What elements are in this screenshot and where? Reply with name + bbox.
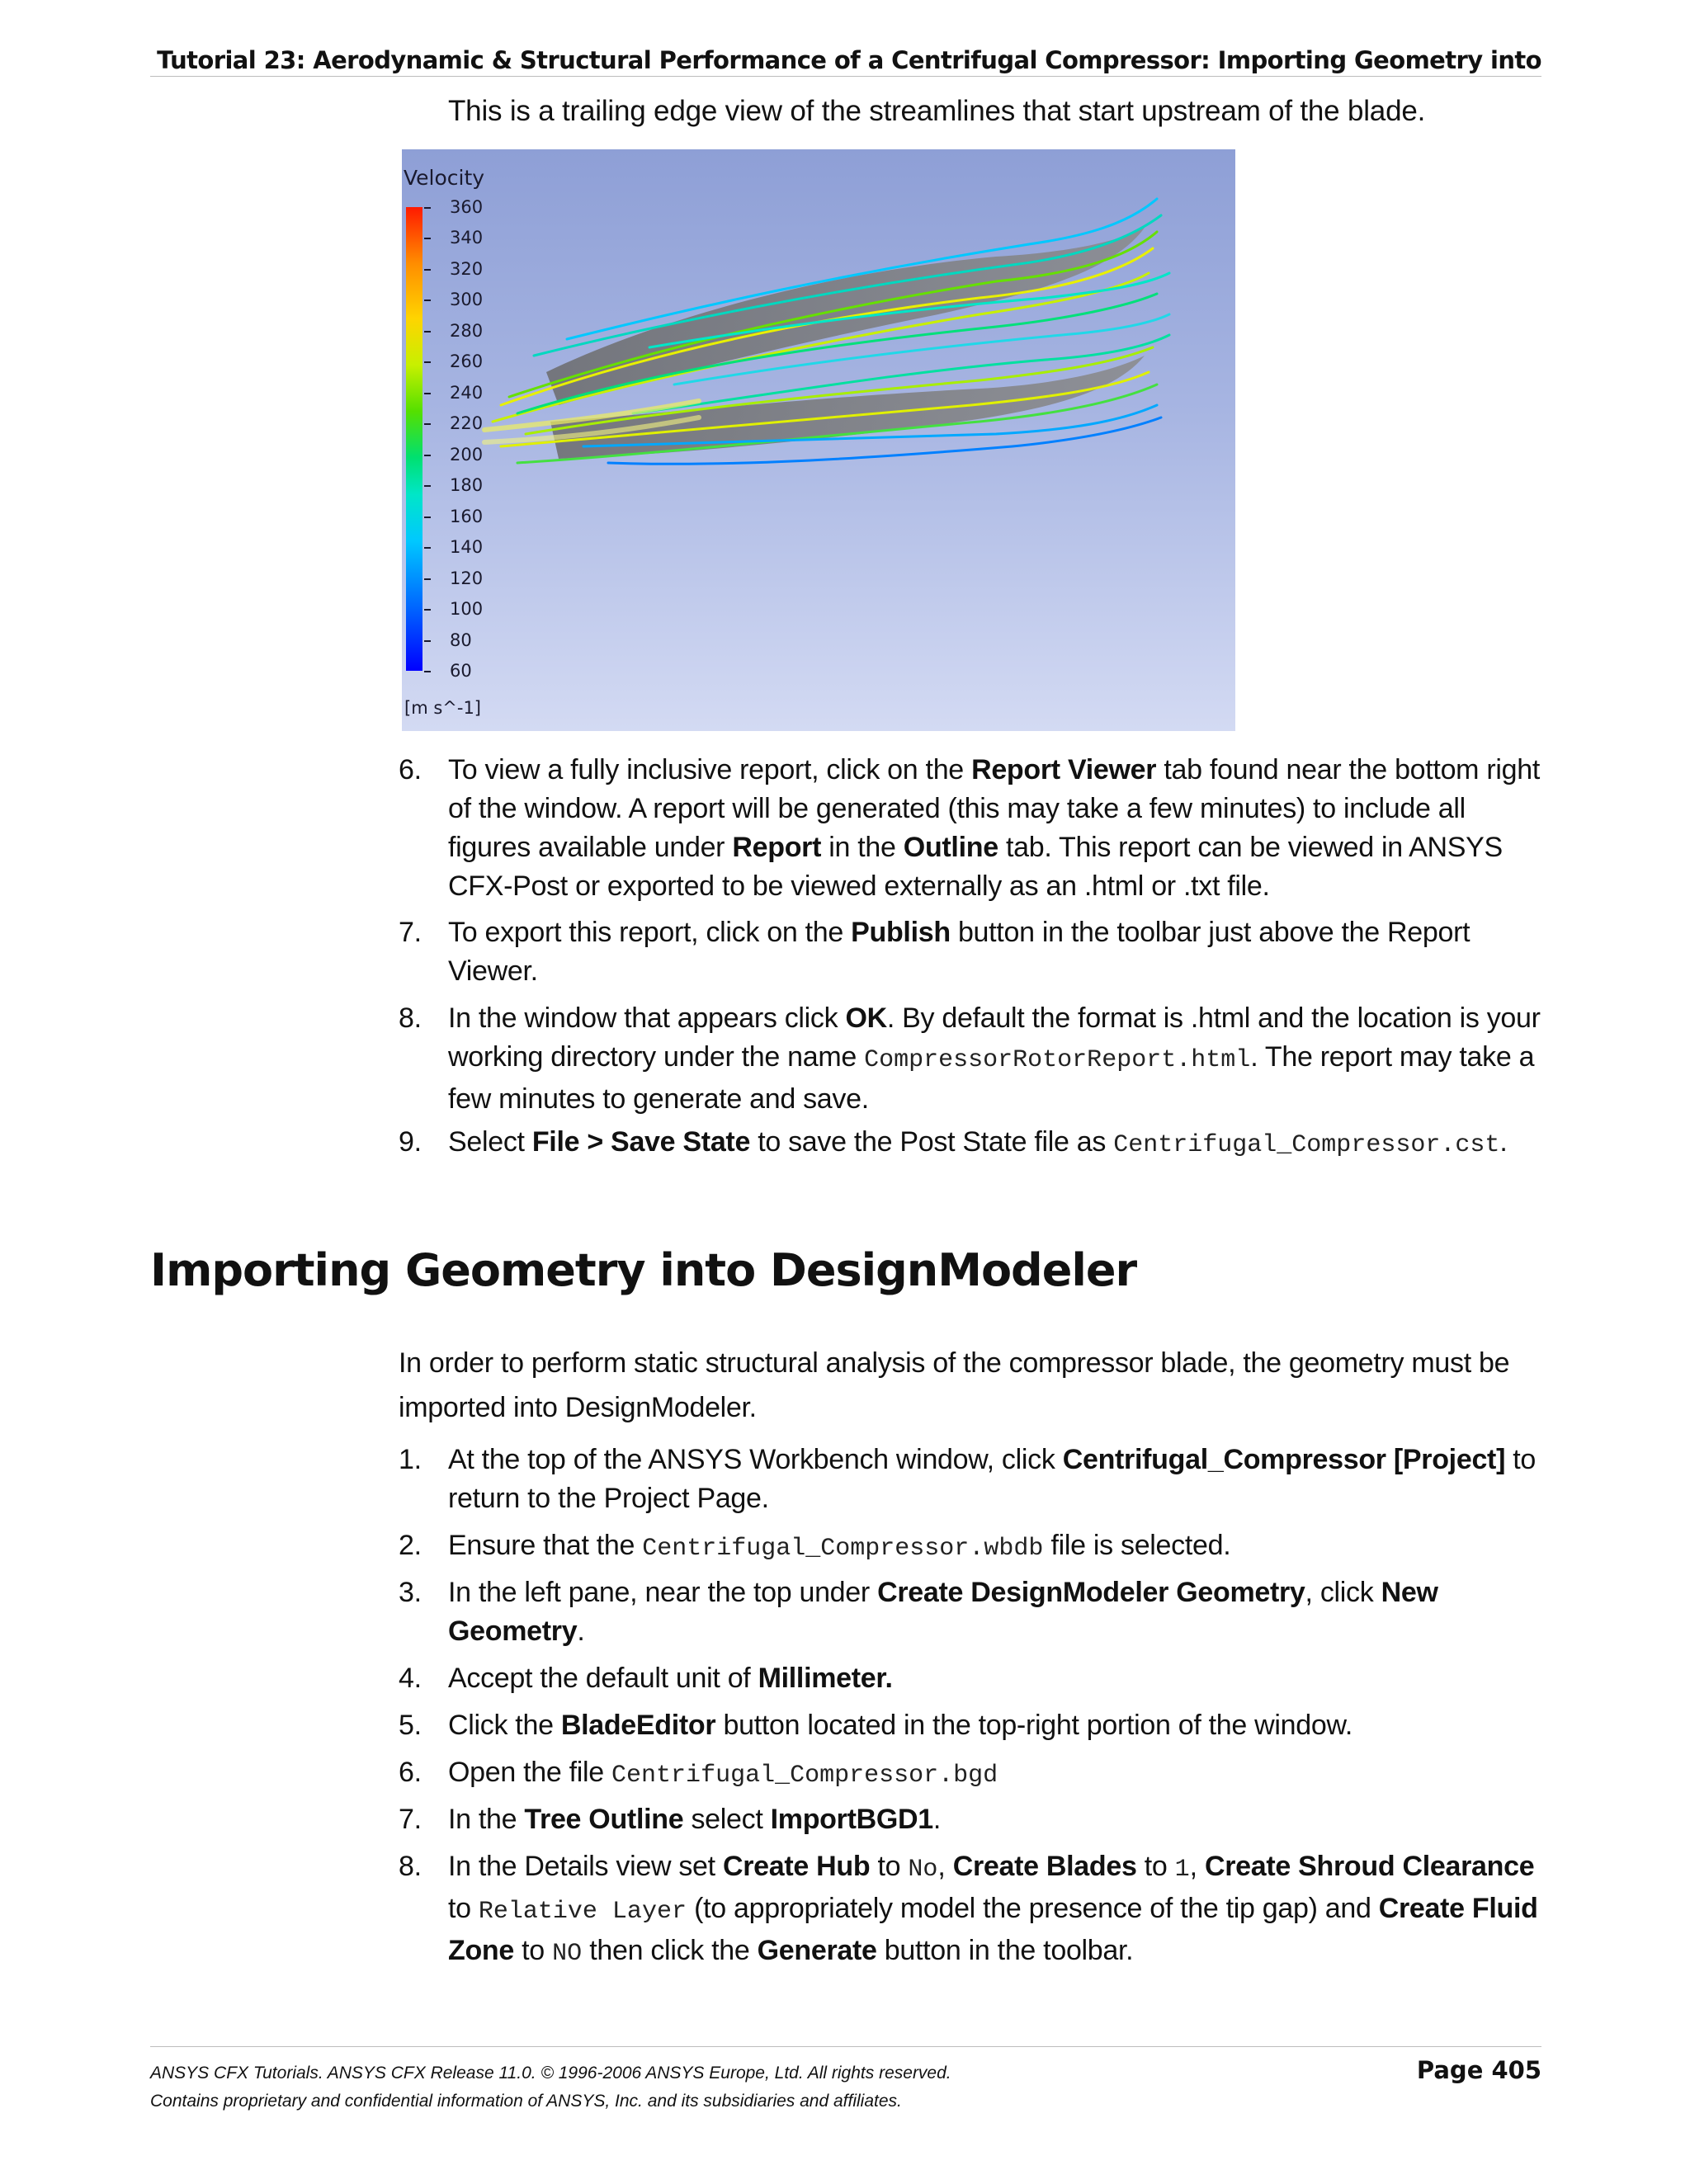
list-number: 5. bbox=[399, 1710, 422, 1741]
footer-line-2: Contains proprietary and confidential information of ANSYS, Inc. and its subsidiaries and affiliates. bbox=[150, 2092, 902, 2111]
list-text: In the left pane, near the top under Create DesignModeler Geometry, click New Geometry. bbox=[448, 1577, 1438, 1647]
legend-tick bbox=[424, 517, 431, 518]
list-text: Open the file Centrifugal_Compressor.bgd bbox=[448, 1757, 998, 1790]
legend-tick bbox=[424, 485, 431, 487]
legend-tick bbox=[424, 547, 431, 549]
legend-tick bbox=[424, 423, 431, 425]
list-text: Select File > Save State to save the Post State file as Centrifugal_Compressor.cst. bbox=[448, 1126, 1508, 1159]
legend-tick bbox=[424, 331, 431, 333]
legend-tick bbox=[424, 609, 431, 611]
legend-tick bbox=[424, 640, 431, 642]
list-number: 3. bbox=[399, 1577, 422, 1608]
legend-tick bbox=[424, 393, 431, 394]
list-number: 8. bbox=[399, 1851, 422, 1882]
legend-tick bbox=[424, 207, 431, 209]
legend-tick bbox=[424, 238, 431, 239]
list-text: At the top of the ANSYS Workbench window, click Centrifugal_Compressor [Project] to return to the Project Page. bbox=[448, 1444, 1537, 1514]
list-number: 1. bbox=[399, 1444, 422, 1475]
list-number: 4. bbox=[399, 1663, 422, 1694]
legend-tick-label: 280 bbox=[450, 321, 484, 341]
footer-rule bbox=[150, 2046, 1541, 2047]
page-number: Page 405 bbox=[1416, 2056, 1541, 2084]
header-rule bbox=[150, 76, 1541, 77]
legend-tick-label: 80 bbox=[450, 630, 472, 650]
legend-tick-label: 360 bbox=[450, 197, 484, 217]
list-text: To export this report, click on the Publish button in the toolbar just above the Report Viewer. bbox=[448, 917, 1470, 987]
legend-tick-label: 340 bbox=[450, 228, 484, 248]
list-text: Click the BladeEditor button located in the top-right portion of the window. bbox=[448, 1710, 1353, 1741]
legend-tick-label: 100 bbox=[450, 599, 484, 619]
legend-tick-label: 300 bbox=[450, 290, 484, 309]
legend-tick bbox=[424, 269, 431, 271]
list-number: 8. bbox=[399, 1002, 422, 1034]
legend-tick-label: 320 bbox=[450, 259, 484, 279]
legend-tick bbox=[424, 671, 431, 672]
legend-tick-label: 240 bbox=[450, 383, 484, 403]
figure-intro-text: This is a trailing edge view of the streamlines that start upstream of the blade. bbox=[448, 95, 1426, 127]
list-text: Ensure that the Centrifugal_Compressor.wbdb file is selected. bbox=[448, 1530, 1231, 1563]
list-text: To view a fully inclusive report, click on the Report Viewer tab found near the bottom right of the window. A report will be generated (this may take a few minutes) to include all figures available under Report in the Outline tab. This report can be viewed in ANSYS CFX-Post or exported to be viewed externally as an .html or .txt file. bbox=[448, 754, 1540, 902]
legend-tick bbox=[424, 455, 431, 456]
legend-tick-label: 120 bbox=[450, 568, 484, 588]
list-number: 9. bbox=[399, 1126, 422, 1158]
section-heading: Importing Geometry into DesignModeler bbox=[150, 1244, 1137, 1296]
list-number: 2. bbox=[399, 1530, 422, 1561]
list-text: Accept the default unit of Millimeter. bbox=[448, 1663, 893, 1694]
list-number: 6. bbox=[399, 1757, 422, 1788]
footer-copyright bbox=[150, 2059, 951, 2116]
list-text: In the window that appears click OK. By default the format is .html and the location is your working directory under the name CompressorRotorReport.html. The report may take a few minutes to generate and save. bbox=[448, 1002, 1541, 1115]
legend-tick bbox=[424, 361, 431, 363]
list-number: 6. bbox=[399, 754, 422, 785]
blade-surfaces bbox=[546, 228, 1145, 459]
streamline-plot bbox=[402, 149, 1235, 731]
legend-tick bbox=[424, 578, 431, 580]
legend-colorbar bbox=[406, 207, 422, 671]
legend-tick-label: 140 bbox=[450, 537, 484, 557]
legend-tick-label: 220 bbox=[450, 413, 484, 433]
list-number: 7. bbox=[399, 1804, 422, 1835]
legend-title: Velocity bbox=[404, 166, 485, 190]
legend-tick-label: 200 bbox=[450, 445, 484, 465]
footer-line-1: ANSYS CFX Tutorials. ANSYS CFX Release 11.0. © 1996-2006 ANSYS Europe, Ltd. All rights reserved. bbox=[150, 2064, 951, 2083]
legend-units: [m s^-1] bbox=[404, 698, 481, 718]
list-number: 7. bbox=[399, 917, 422, 948]
legend-tick-label: 60 bbox=[450, 661, 472, 681]
legend-tick-label: 260 bbox=[450, 351, 484, 371]
section-intro: In order to perform static structural analysis of the compressor blade, the geometry must be imported into DesignModeler. bbox=[399, 1347, 1510, 1423]
running-header: Tutorial 23: Aerodynamic & Structural Performance of a Centrifugal Compressor: Importing Geometry into bbox=[157, 46, 1541, 74]
list-text: In the Details view set Create Hub to No, Create Blades to 1, Create Shroud Clearance to Relative Layer (to appropriately model the presence of the tip gap) and Create Fluid Zone to NO then click the Generate button in the toolbar. bbox=[448, 1851, 1538, 1968]
velocity-streamline-figure bbox=[402, 149, 1235, 731]
legend-tick bbox=[424, 300, 431, 301]
legend-tick-label: 180 bbox=[450, 475, 484, 495]
legend-tick-label: 160 bbox=[450, 507, 484, 526]
list-text: In the Tree Outline select ImportBGD1. bbox=[448, 1804, 942, 1835]
